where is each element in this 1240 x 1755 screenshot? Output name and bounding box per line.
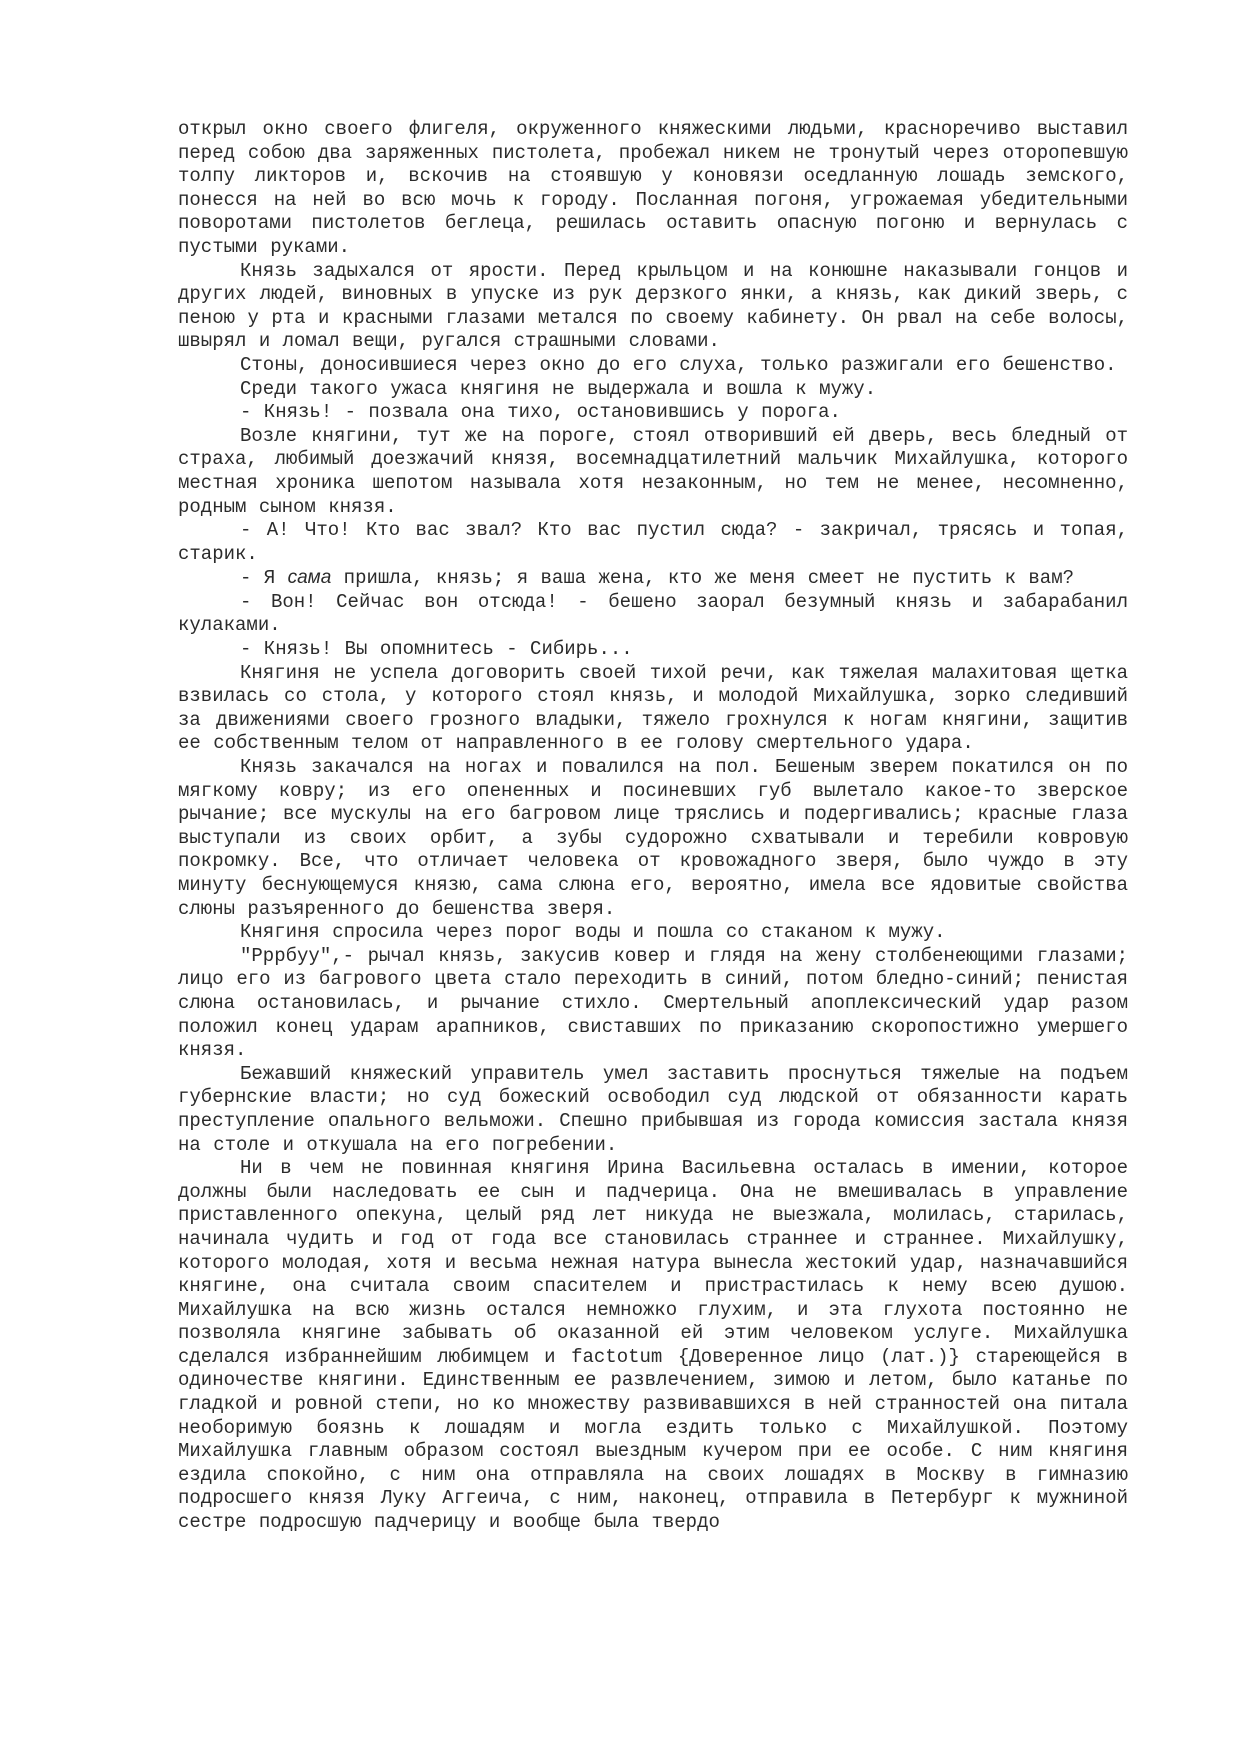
paragraph-3: Стоны, доносившиеся через окно до его слуха, только разжигали его бешенство. (240, 353, 1117, 376)
paragraph-6: Возле княгини, тут же на пороге, стоял отворивший ей дверь, весь бледный от страха, любимый доезжачий князя, восемнадцатилетний мальчик Михайлушка, которого местная хроника шепотом называла хотя незаконным, но тем не менее, несомненно, родным сыном князя. (178, 424, 1128, 518)
paragraph-15: Бежавший княжеский управитель умел заставить проснуться тяжелые на подъем губернские власти; но суд божеский освободил суд людской от обязанности карать преступление опального вельможи. Спешно прибывшая из города комиссия застала князя на столе и откушала на его погребении. (178, 1062, 1128, 1156)
paragraph-5: - Князь! - позвала она тихо, остановившись у порога. (240, 401, 841, 424)
paragraph-7: - А! Что! Кто вас звал? Кто вас пустил сюда? - закричал, трясясь и топая, старик. (178, 519, 1128, 565)
paragraph-8-end: пришла, князь; я ваша жена, кто же меня смеет не пустить к вам? (331, 567, 1074, 590)
paragraph-2: Князь задыхался от ярости. Перед крыльцом и на конюшне наказывали гонцов и других людей, виновных в упуске из рук дерзкого янки, а князь, как дикий зверь, с пеною у рта и красными глазами метался по своему кабинету. Он рвал на себе волосы, швырял и ломал вещи, ругался страшными словами. (178, 259, 1128, 353)
document-page (178, 118, 1128, 1535)
paragraph-13: Княгиня спросила через порог воды и пошла со стаканом к мужу. (240, 921, 946, 944)
paragraph-8-start: - Я (240, 567, 288, 590)
paragraph-9: - Вон! Сейчас вон отсюда! - бешено заорал безумный князь и забарабанил кулаками. (178, 590, 1128, 637)
paragraph-12: Князь закачался на ногах и повалился на пол. Бешеным зверем покатился он по мягкому ковру; из его опененных и посиневших губ вылетало какое-то зверское рычание; все мускулы на его багровом лице тряслись и подергивались; красные глаза выступали из своих орбит, а зубы судорожно схватывали и теребили ковровую покромку. Все, что отличает человека от кровожадного зверя, было чуждо в эту минуту беснующемуся князю, сама слюна его, вероятно, имела все ядовитые свойства слюны разъяренного до бешенства зверя. (178, 756, 1128, 920)
paragraph-8 (178, 566, 1128, 591)
paragraph-1: открыл окно своего флигеля, окруженного княжескими людьми, красноречиво выставил перед собою два заряженных пистолета, пробежал никем не тронутый через оторопевшую толпу ликторов и, вскочив на стоявшую у коновязи оседланную лошадь земского, понесся на ней во всю мочь к городу. Посланная погоня, угрожаемая убедительными поворотами пистолетов беглеца, решилась оставить опасную погоню и вернулась с пустыми руками. (178, 118, 1128, 258)
emphasis-text: сама (287, 567, 332, 589)
paragraph-14: "Рррбуу",- рычал князь, закусив ковер и глядя на жену столбенеющими глазами; лицо его из багрового цвета стало переходить в синий, потом бледно-синий; пенистая слюна остановилась, и рычание стихло. Смертельный апоплексический удар разом положил конец ударам арапников, свиставших по приказанию скоропостижно умершего князя. (178, 944, 1128, 1062)
paragraph-4: Среди такого ужаса княгиня не выдержала и вошла к мужу. (240, 377, 877, 400)
paragraph-10: - Князь! Вы опомнитесь - Сибирь... (240, 638, 633, 661)
paragraph-16: Ни в чем не повинная княгиня Ирина Васильевна осталась в имении, которое должны были наследовать ее сын и падчерица. Она не вмешивалась в управление приставленного опекуна, целый ряд лет никуда не выезжала, молилась, старилась, начинала чудить и год от года все становилась страннее и страннее. Михайлушку, которого молодая, хотя и весьма нежная натура вынесла жестокий удар, назначавшийся княгине, она считала своим спасителем и пристрастилась к нему всею душою. Михайлушка на всю жизнь остался немножко глухим, и эта глухота постоянно не позволяла княгине забывать об оказанной ей этим человеком услуге. Михайлушка сделался избраннейшим любимцем и factotum {Доверенное лицо (лат.)} стареющейся в одиночестве княгини. Единственным ее развлечением, зимою и летом, было катанье по гладкой и ровной степи, но ко множеству развивавшихся в ней странностей она питала необоримую боязнь к лошадям и могла ездить только с Михайлушкой. Поэтому Михайлушка главным образом состоял выездным кучером при ее особе. С ним княгиня ездила спокойно, с ним она отправляла на своих лошадях в Москву в гимназию подросшего князя Луку Аггеича, с ним, наконец, отправила в Петербург к мужниной сестре подросшую падчерицу и вообще была твердо (178, 1157, 1128, 1534)
paragraph-11: Княгиня не успела договорить своей тихой речи, как тяжелая малахитовая щетка взвилась со стола, у которого стоял князь, и молодой Михайлушка, зорко следивший за движениями своего грозного владыки, тяжело грохнулся к ногам княгини, защитив ее собственным телом от направленного в ее голову смертельного удара. (178, 661, 1128, 755)
